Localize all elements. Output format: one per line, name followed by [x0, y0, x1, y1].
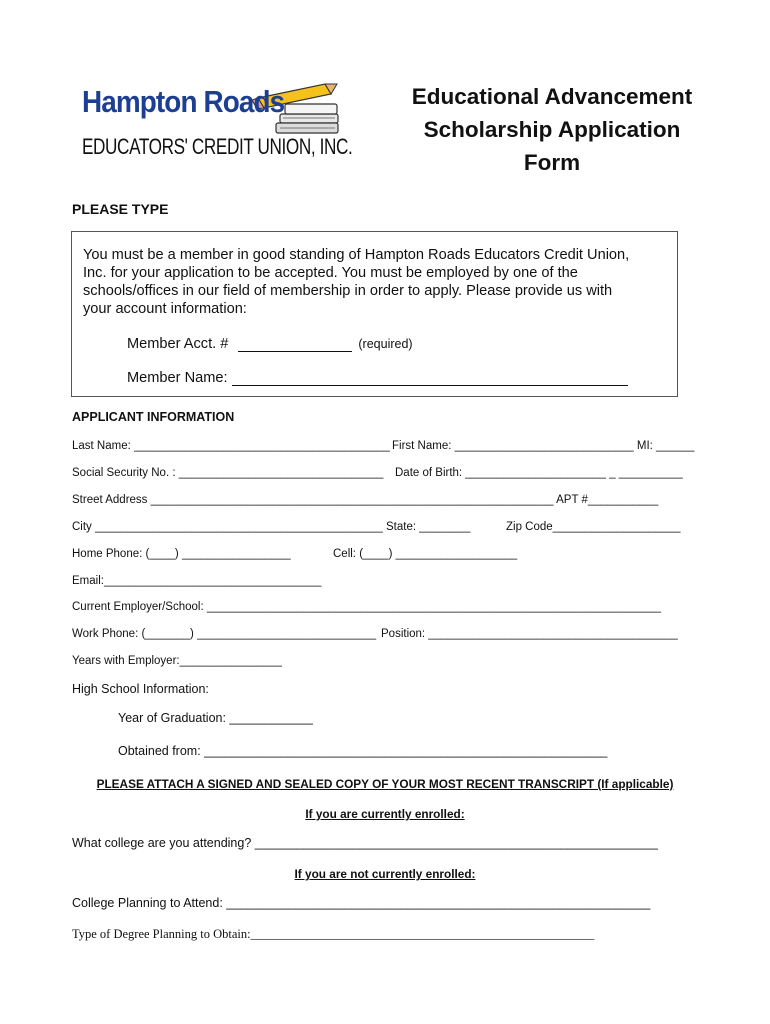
- years-with-employer-field[interactable]: Years with Employer:________________: [72, 655, 282, 667]
- college-attending-field[interactable]: What college are you attending? __________________________________________________________: [72, 836, 658, 850]
- currently-enrolled-heading: If you are currently enrolled:: [305, 807, 465, 821]
- position-field[interactable]: Position: _______________________________________: [381, 628, 678, 640]
- logo-name: Hampton Roads: [82, 84, 285, 119]
- street-address-field[interactable]: Street Address _______________________________________________________________ APT #___________: [72, 494, 659, 506]
- obtained-from-line[interactable]: __________________________________________________________: [204, 744, 608, 758]
- member-name-field[interactable]: [127, 370, 628, 386]
- city-state-field[interactable]: City _____________________________________________ State: ________: [72, 521, 471, 533]
- zip-code-field[interactable]: Zip Code____________________: [506, 521, 681, 533]
- title-line-2: Scholarship Application: [423, 117, 681, 142]
- membership-notice-box: [71, 231, 678, 397]
- member-acct-field[interactable]: [127, 336, 413, 352]
- obtained-from-label: Obtained from:: [118, 744, 201, 758]
- first-name-field[interactable]: First Name: ____________________________ MI: ______: [392, 440, 695, 452]
- college-planning-field[interactable]: College Planning to Attend: _____________________________________________________________: [72, 896, 651, 910]
- notice-line-4: your account information:: [83, 301, 247, 317]
- last-name-field[interactable]: Last Name: ________________________________________: [72, 440, 390, 452]
- applicant-information-heading: APPLICANT INFORMATION: [72, 410, 235, 424]
- degree-type-field[interactable]: Type of Degree Planning to Obtain:_______________________________________________________: [72, 927, 595, 941]
- not-enrolled-heading: If you are not currently enrolled:: [294, 867, 476, 881]
- email-field[interactable]: Email:__________________________________: [72, 575, 322, 587]
- graduation-year-field[interactable]: Year of Graduation: ____________: [118, 711, 313, 725]
- current-employer-field[interactable]: Current Employer/School: _______________________________________________________________________: [72, 601, 661, 613]
- ssn-field[interactable]: Social Security No. : ________________________________: [72, 467, 384, 479]
- membership-notice-text: [83, 246, 673, 318]
- work-phone-field[interactable]: Work Phone: (_______) ____________________________: [72, 628, 377, 640]
- please-type-label: PLEASE TYPE: [72, 201, 169, 217]
- title-line-1: Educational Advancement: [411, 84, 693, 109]
- title-line-3: Form: [523, 150, 581, 175]
- member-acct-line[interactable]: [238, 337, 352, 352]
- member-acct-required: (required): [358, 337, 413, 351]
- credit-union-logo: [80, 78, 353, 173]
- notice-line-3: schools/offices in our field of membership in order to apply. Please provide us with: [83, 283, 613, 299]
- member-name-label: Member Name:: [127, 370, 228, 386]
- dob-field[interactable]: Date of Birth: ______________________ _ __________: [395, 467, 683, 479]
- form-title: [382, 80, 722, 179]
- obtained-from-field[interactable]: [118, 744, 607, 758]
- cell-phone-field[interactable]: Cell: (____) ___________________: [333, 548, 518, 560]
- transcript-notice: PLEASE ATTACH A SIGNED AND SEALED COPY OF YOUR MOST RECENT TRANSCRIPT (If applicable): [96, 777, 674, 791]
- home-phone-field[interactable]: Home Phone: (____) _________________: [72, 548, 291, 560]
- logo-subtitle: EDUCATORS' CREDIT UNION, INC.: [82, 134, 353, 159]
- member-acct-label: Member Acct. #: [127, 336, 229, 352]
- high-school-heading: High School Information:: [72, 682, 209, 696]
- notice-line-1: You must be a member in good standing of Hampton Roads Educators Credit Union,: [83, 247, 630, 263]
- member-name-line[interactable]: [232, 371, 628, 386]
- notice-line-2: Inc. for your application to be accepted. You must be employed by one of the: [83, 265, 578, 281]
